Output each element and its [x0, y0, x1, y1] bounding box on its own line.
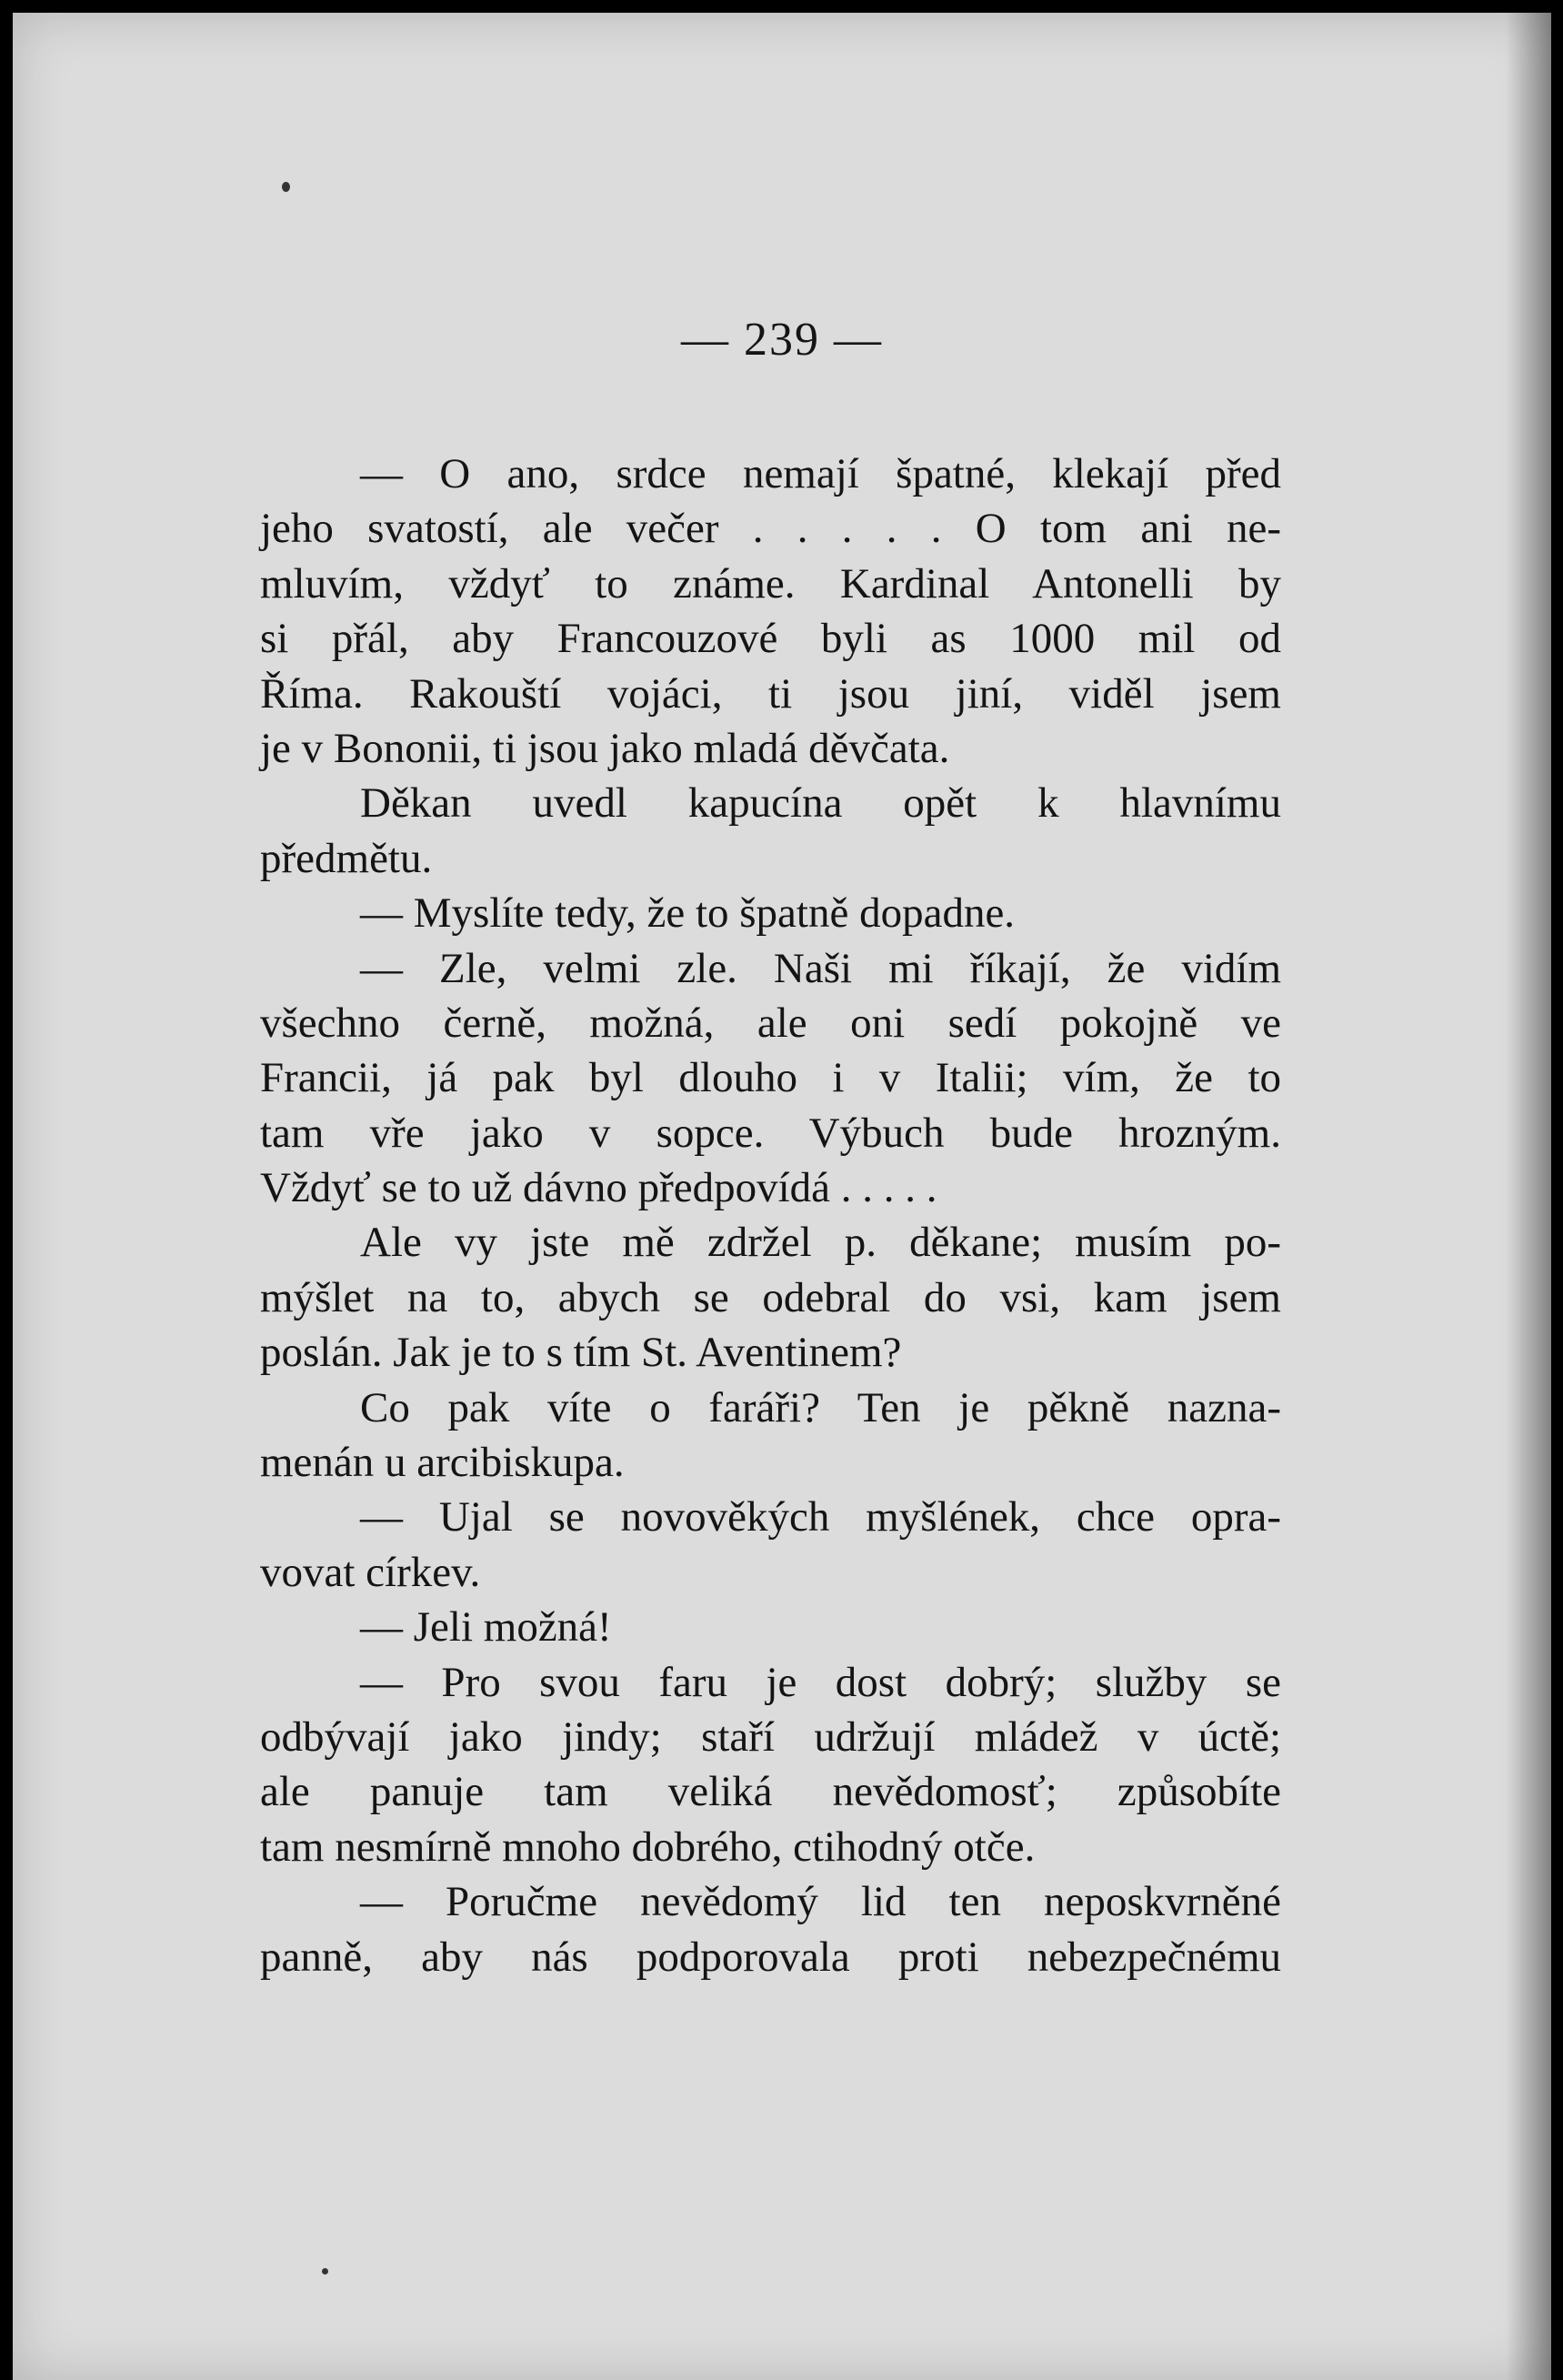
text-line: — O ano, srdce nemají špatné, klekají před [360, 450, 1281, 497]
text-line: mýšlet na to, abych se odebral do vsi, kam jsem [260, 1273, 1281, 1321]
text-line: si přál, aby Francouzové byli as 1000 mil od [260, 615, 1281, 663]
text-line: — Pro svou faru je dost dobrý; služby se [360, 1658, 1281, 1706]
text-line: poslán. Jak je to s tím St. Aventinem? [260, 1329, 902, 1377]
page-number: — 239 — [681, 314, 883, 366]
text-line: panně, aby nás podporovala proti nebezpečnému [260, 1933, 1281, 1981]
text-line: — Zle, velmi zle. Naši mi říkají, že vidím [360, 944, 1281, 992]
ink-speck [322, 2268, 328, 2275]
text-line: tam nesmírně mnoho dobrého, ctihodný otče. [260, 1823, 1036, 1871]
text-line: Vždyť se to už dávno předpovídá . . . . . [260, 1164, 937, 1212]
text-line: Říma. Rakouští vojáci, ti jsou jiní, viděl jsem [260, 669, 1281, 718]
text-line: odbývají jako jindy; staří udržují mládež v úctě; [260, 1712, 1281, 1761]
text-line: Ale vy jste mě zdržel p. děkane; musím po- [360, 1219, 1281, 1267]
page-edge-shadow [1506, 13, 1551, 2380]
text-line: tam vře jako v sopce. Výbuch bude hrozným. [260, 1109, 1281, 1157]
text-line: předmětu. [260, 834, 433, 882]
book-page [13, 13, 1551, 2380]
text-line: — Poručme nevědomý lid ten neposkvrněné [360, 1878, 1281, 1926]
text-line: — Ujal se novověkých myšlének, chce opra- [360, 1493, 1281, 1541]
body-text [260, 447, 1281, 1984]
text-line: vovat církev. [260, 1548, 481, 1596]
text-line: mluvím, vždyť to známe. Kardinal Antonelli by [260, 559, 1281, 608]
text-line: Děkan uvedl kapucína opět k hlavnímu [360, 779, 1281, 828]
text-line: ale panuje tam veliká nevědomosť; způsobíte [260, 1768, 1281, 1816]
ink-speck [282, 182, 290, 192]
text-line: Co pak víte o faráři? Ten je pěkně nazna- [360, 1383, 1281, 1431]
text-line: Francii, já pak byl dlouho i v Italii; vím, že to [260, 1054, 1281, 1102]
text-line: je v Bononii, ti jsou jako mladá děvčata. [260, 724, 950, 772]
text-line: — Jeli možná! [360, 1603, 612, 1652]
text-line: — Myslíte tedy, že to špatně dopadne. [360, 889, 1016, 938]
text-line: jeho svatostí, ale večer . . . . . O tom ani ne- [260, 505, 1281, 553]
text-line: všechno černě, možná, ale oni sedí pokojně ve [260, 999, 1281, 1047]
text-line: menán u arcibiskupa. [260, 1439, 625, 1487]
